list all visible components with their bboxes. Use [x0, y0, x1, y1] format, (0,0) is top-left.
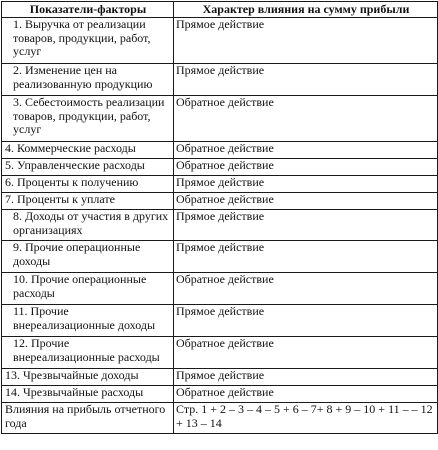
- effect-cell: Прямое действие: [174, 176, 438, 193]
- factor-cell: [2, 305, 174, 337]
- table-row: [2, 337, 438, 369]
- factor-cell: 13. Чрезвычайные доходы: [2, 369, 174, 386]
- effect-cell: Обратное действие: [174, 142, 438, 159]
- table-row: [2, 176, 438, 193]
- factor-cell: [2, 18, 174, 64]
- table-header-row: [2, 2, 438, 18]
- factor-cell: [2, 210, 174, 241]
- table-row: [2, 210, 438, 241]
- factor-text: 3. Себестоимость реализации товаров, продукции, работ, услуг: [13, 95, 165, 137]
- factor-cell: 6. Проценты к получению: [2, 176, 174, 193]
- total-factor-cell: Влияния на прибыль отчетного года: [2, 403, 174, 434]
- profit-factors-table: [1, 1, 438, 434]
- factor-cell: [2, 64, 174, 96]
- header-effect: Характер влияния на сумму прибыли: [174, 2, 438, 18]
- effect-cell: Обратное действие: [174, 386, 438, 403]
- effect-cell: Прямое действие: [174, 369, 438, 386]
- factor-text: 11. Прочие внереализационные доходы: [13, 304, 156, 332]
- factor-text: 10. Прочие операционные расходы: [13, 272, 147, 300]
- effect-cell: Прямое действие: [174, 64, 438, 96]
- effect-cell: Прямое действие: [174, 241, 438, 273]
- effect-cell: Прямое действие: [174, 210, 438, 241]
- table-row: [2, 273, 438, 305]
- effect-cell: Обратное действие: [174, 273, 438, 305]
- factor-text: 9. Прочие операционные доходы: [13, 240, 141, 268]
- factor-text: 2. Изменение цен на реализованную продукцию: [13, 63, 153, 91]
- table-row: [2, 159, 438, 176]
- factor-cell: [2, 273, 174, 305]
- table-row: [2, 142, 438, 159]
- effect-cell: Обратное действие: [174, 159, 438, 176]
- header-factors: Показатели-факторы: [2, 2, 174, 18]
- factor-cell: [2, 337, 174, 369]
- factor-text: 8. Доходы от участия в других организациях: [13, 209, 169, 237]
- table-row: [2, 96, 438, 142]
- table-row: [2, 305, 438, 337]
- factor-text: 1. Выручка от реализации товаров, продукции, работ, услуг: [13, 17, 151, 59]
- table-row: [2, 193, 438, 210]
- table-row-total: [2, 403, 438, 434]
- effect-cell: Обратное действие: [174, 96, 438, 142]
- effect-cell: Прямое действие: [174, 305, 438, 337]
- factor-cell: 4. Коммерческие расходы: [2, 142, 174, 159]
- table-row: [2, 18, 438, 64]
- table-row: [2, 241, 438, 273]
- table-row: [2, 64, 438, 96]
- effect-cell: Обратное действие: [174, 337, 438, 369]
- effect-cell: Прямое действие: [174, 18, 438, 64]
- factor-cell: 7. Проценты к уплате: [2, 193, 174, 210]
- factor-cell: 5. Управленческие расходы: [2, 159, 174, 176]
- table-row: [2, 369, 438, 386]
- total-formula-cell: Стр. 1 + 2 – 3 – 4 – 5 + 6 – 7+ 8 + 9 – 10 + 11 – – 12 + 13 – 14: [174, 403, 438, 434]
- effect-cell: Обратное действие: [174, 193, 438, 210]
- factor-cell: [2, 241, 174, 273]
- table-row: [2, 386, 438, 403]
- factor-cell: 14. Чрезвычайные расходы: [2, 386, 174, 403]
- factor-cell: [2, 96, 174, 142]
- factor-text: 12. Прочие внереализационные расходы: [13, 336, 160, 364]
